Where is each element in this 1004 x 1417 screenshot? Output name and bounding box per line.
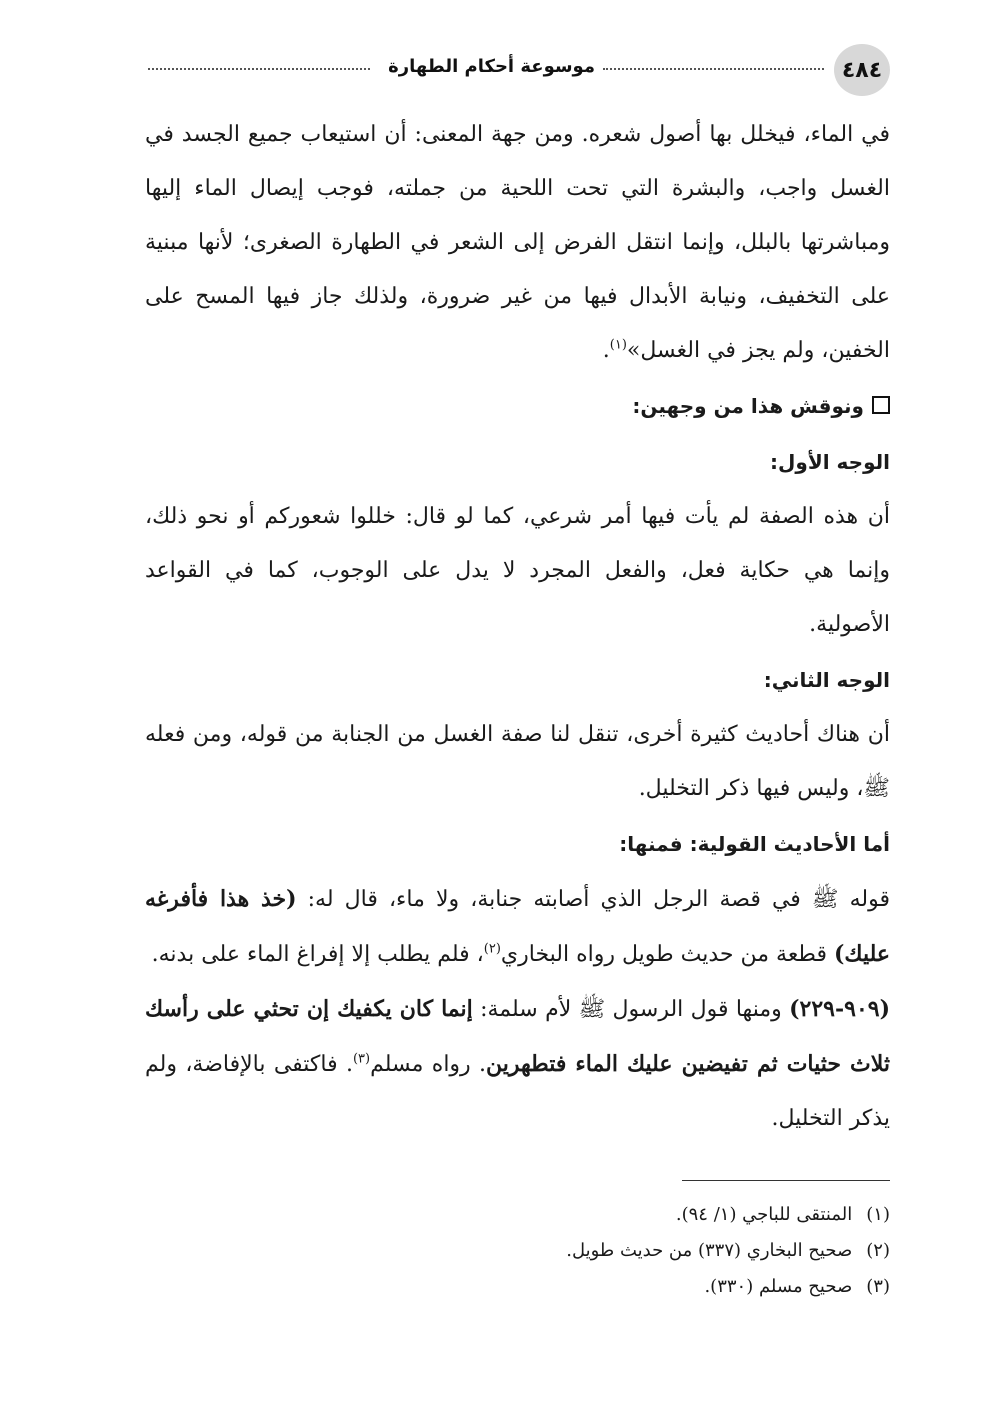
paragraph-hadith-muslim: (٩٠٩-٢٢٩) ومنها قول الرسول ﷺ لأم سلمة: إنما كان يكفيك إن تحثي على رأسك ثلاث حثيات ثم تفيضين عليك الماء فتطهرين. رواه مسلم$^{(٣)}$. فاكتفى بالإفاضة، ولم يذكر التخليل.	[145, 996, 890, 1131]
paragraph-second-aspect: أن هناك أحاديث كثيرة أخرى، تنقل لنا صفة الغسل من الجنابة من قوله، ومن فعله ﷺ، وليس فيها ذكر التخليل.	[145, 722, 890, 801]
heading-first-aspect: الوجه الأول:	[770, 450, 890, 474]
heading-discussion: ونوقش هذا من وجهين:	[145, 378, 890, 434]
paragraph-hadith-bukhari: قوله ﷺ في قصة الرجل الذي أصابته جنابة، ولا ماء، قال له: (خذ هذا فأفرغه عليك) قطعة من حديث طويل رواه البخاري$^{(٢)}$، فلم يطلب إلا إفراغ الماء على بدنه.	[145, 886, 890, 967]
page-number: ٤٨٤	[834, 44, 890, 96]
heading-verbal-hadiths: أما الأحاديث القولية: فمنها:	[619, 832, 890, 856]
header-dots-right	[603, 68, 824, 70]
page-header	[140, 44, 890, 100]
hadith-number: (٩٠٩-٢٢٩)	[789, 996, 890, 1022]
hadith-quote: (خذ هذا فأفرغه عليك)	[145, 886, 890, 967]
footnote-separator	[682, 1180, 890, 1181]
paragraph-continuation: في الماء، فيخلل بها أصول شعره. ومن جهة المعنى: أن استيعاب جميع الجسد في الغسل واجب، والبشرة التي تحت اللحية من جملته، فوجب إيصال الماء إليها ومباشرتها بالبلل، وإنما انتقل الفرض إلى الشعر في الطهارة الصغرى؛ لأنها مبنية على التخفيف، ونيابة الأبدال فيها من غير ضرورة، ولذلك جاز فيها المسح على الخفين، ولم يجز في الغسل»$^{(١)}$.	[145, 122, 890, 363]
footnote-ref-2[interactable]: (٢)	[483, 941, 501, 957]
paragraph-first-aspect: أن هذه الصفة لم يأت فيها أمر شرعي، كما لو قال: خللوا شعوركم أو نحو ذلك، وإنما هي حكاية فعل، والفعل المجرد لا يدل على الوجوب، كما في القواعد الأصولية.	[145, 504, 890, 637]
square-bullet-icon	[872, 396, 890, 414]
footnote-2: (٢)صحيح البخاري (٣٣٧) من حديث طويل.	[566, 1240, 890, 1261]
header-dots-left	[148, 68, 370, 70]
footnote-1: (١)المنتقى للباجي (١/ ٩٤).	[675, 1204, 890, 1225]
footnote-3: (٣)صحيح مسلم (٣٣٠).	[704, 1276, 890, 1297]
footnote-ref-3[interactable]: (٣)	[352, 1051, 371, 1067]
footnotes	[150, 1197, 890, 1305]
footnote-ref-1[interactable]: (١)	[609, 337, 627, 353]
hadith-quote: إنما كان يكفيك إن تحثي على رأسك ثلاث حثيات ثم تفيضين عليك الماء فتطهرين	[145, 996, 890, 1077]
main-text	[145, 108, 890, 1146]
running-title: موسوعة أحكام الطهارة	[388, 56, 595, 77]
heading-second-aspect: الوجه الثاني:	[763, 668, 890, 692]
